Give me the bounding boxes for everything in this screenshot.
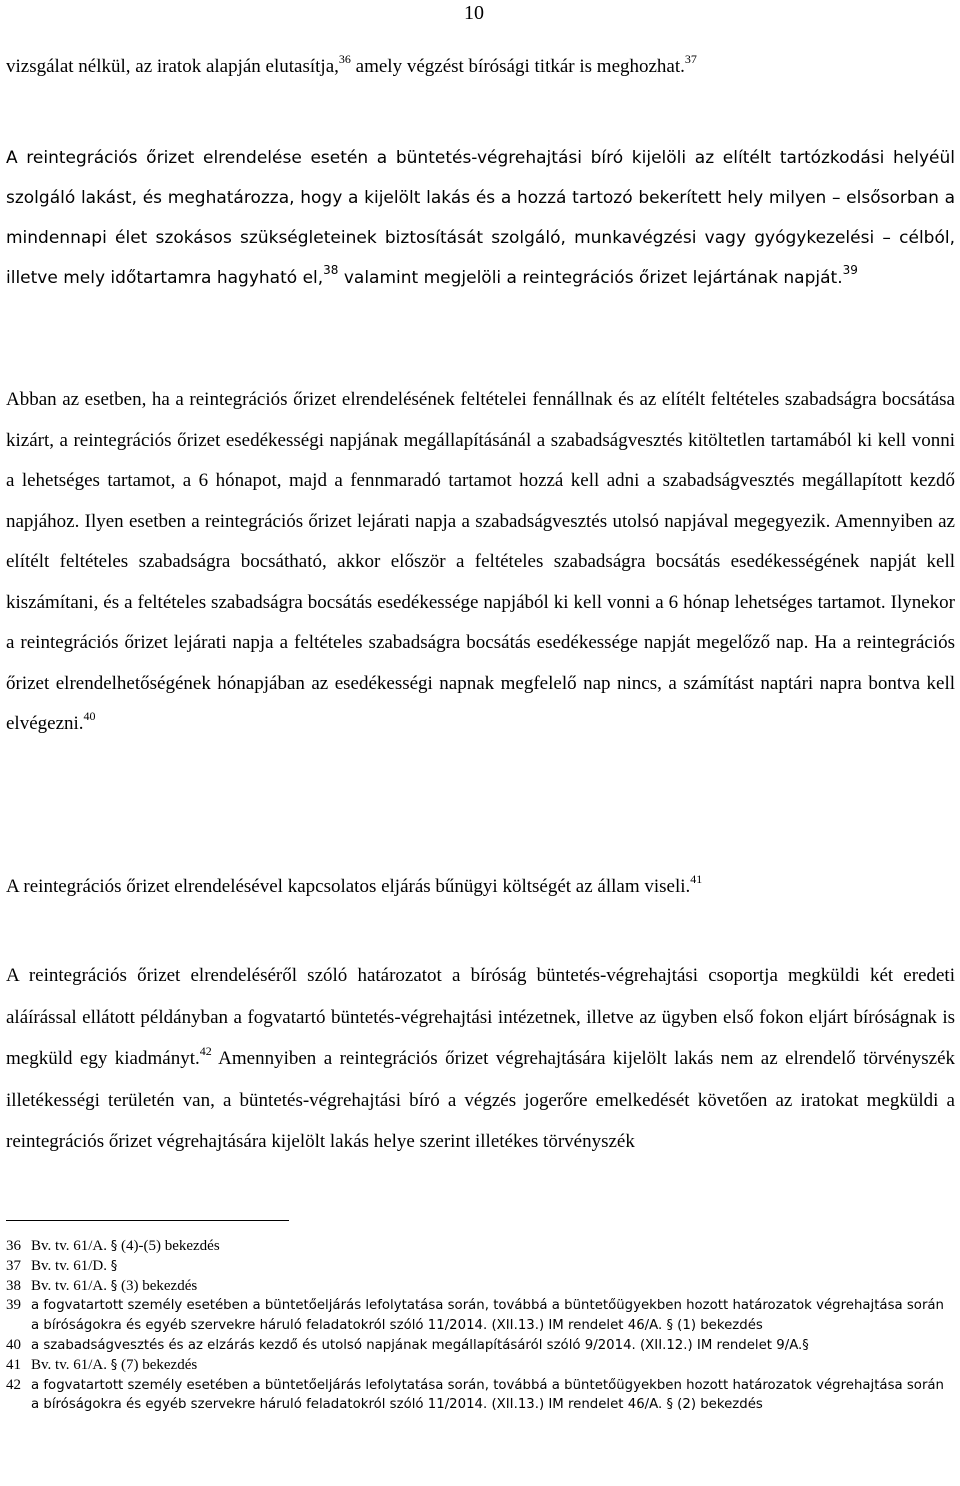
- page-number: 10: [464, 2, 484, 24]
- footnote-text: Bv. tv. 61/A.: [31, 1356, 111, 1373]
- paragraph-text: A reintegrációs őrizet elrendelése esetén a büntetés-végrehajtási bíró kijelöli az elítélt tartózkodási helyéül szolgáló lakást, és meghatározza, hogy a kijelölt lakás és a hozzá tartozó bekerített hely milyen – elsősorban a mindennapi élet szokásos szükségleteinek biztosítását szolgáló, munkavégzési vagy gyógykezelési – célból, illetve mely időtartamra hagyható el,: [6, 148, 955, 288]
- footnote-number: 40: [6, 1336, 21, 1353]
- paragraph-text: A reintegrációs őrizet elrendeléséről szóló határozatot a bíróság büntetés-végrehajtási csoportja megküldi két eredeti aláírással ellátott példányban a fogvatartó büntetés-végrehajtási intézetnek, illetve az ügyben első fokon eljárt bíróságnak is megküld egy kiadmányt.: [6, 965, 955, 1069]
- paragraph-calculation: [6, 380, 955, 745]
- footnote-item: [6, 1376, 956, 1416]
- footnote-text: a szabadságvesztés és az elzárás kezdő és utolsó napjának megállapításáról szóló 9/2014. (XII.12.) IM rendelet 9/A.: [31, 1337, 803, 1353]
- paragraph-delivery: [6, 955, 955, 1163]
- footnote-text: Bv. tv. 61/A.: [31, 1277, 111, 1294]
- footnote-ref[interactable]: 42: [199, 1043, 212, 1058]
- footnote-text: (4)-(5) bekezdés: [117, 1238, 220, 1254]
- paragraph-costs: [6, 872, 955, 902]
- section-symbol-icon: §: [110, 1239, 118, 1254]
- footnote-list: [6, 1237, 956, 1415]
- footnote-text: a fogvatartott személy esetében a büntetőeljárás lefolytatása során, továbbá a büntetőügyekben hozott határozatok végrehajtása során a bíróságokra és egyéb szervekre háruló feladatokról szóló 11/2014. (XII.13.) IM rendelet 46/A.: [31, 1377, 944, 1413]
- footnote-item: [6, 1277, 956, 1297]
- footnote-number: 42: [6, 1376, 21, 1393]
- footnote-item: [6, 1237, 956, 1257]
- footnote-text: Bv. tv. 61/A.: [31, 1238, 111, 1254]
- section-symbol-icon: §: [110, 1258, 118, 1274]
- paragraph-residence: [6, 138, 955, 298]
- paragraph-text: Amennyiben a reintegrációs őrizet végrehajtására kijelölt lakás nem az elrendelő törvényszék illetékességi területén van, a büntetés-végrehajtási bíró a végzés jogerőre emelkedését követően az iratokat megküldi a reintegrációs őrizet végrehajtására kijelölt lakás helye szerint illetékes törvényszék: [6, 1048, 956, 1152]
- footnote-number: 38: [6, 1277, 21, 1294]
- footnote-item: [6, 1296, 956, 1336]
- footnote-ref[interactable]: 41: [690, 871, 703, 886]
- section-symbol-icon: §: [802, 1337, 809, 1353]
- footnote-ref[interactable]: 37: [684, 51, 697, 66]
- footnote-number: 37: [6, 1257, 21, 1274]
- footnote-number: 41: [6, 1356, 21, 1373]
- paragraph-text: Abban az esetben, ha a reintegrációs őrizet elrendelésének feltételei fennállnak és az elítélt feltételes szabadságra bocsátása kizárt, a reintegrációs őrizet esedékességi napjának megállapításánál a szabadságvesztés kitöltetlen tartamából ki kell vonni a lehetséges tartamot, a 6 hónapot, majd a fennmaradó tartamot hozzá kell adni a szabadságvesztés megállapított kezdő napjához. Ilyen esetben a reintegrációs őrizet lejárati napja a szabadságvesztés utolsó napjával megegyezik. Amennyiben az elítélt feltételes szabadságra bocsátható, akkor először a feltételes szabadságra bocsátás esedékességének napját kell kiszámítani, és a feltételes szabadságra bocsátás esedékessége napjából ki kell vonni a 6 hónap lehetséges tartamot. Ilynekor a reintegrációs őrizet lejárati napja a feltételes szabadságra bocsátás esedékessége napját megelőző nap. Ha a reintegrációs őrizet elrendelhetőségének hónapjában az esedékességi napnak megfelelő nap nincs, a számítást naptári napra bontva kell elvégezni.: [6, 389, 955, 734]
- section-symbol-icon: §: [110, 1278, 118, 1294]
- paragraph-text: amely végzést bírósági titkár is meghozhat.: [350, 56, 685, 77]
- paragraph-text: A reintegrációs őrizet elrendelésével kapcsolatos eljárás bűnügyi költségét az állam viseli.: [6, 876, 691, 897]
- section-symbol-icon: §: [110, 1357, 118, 1373]
- footnote-text: (3) bekezdés: [117, 1277, 198, 1294]
- footnote-item: [6, 1257, 956, 1277]
- paragraph-continuation: [6, 52, 955, 82]
- footnote-number: 39: [6, 1297, 21, 1314]
- footnote-ref[interactable]: 40: [83, 708, 96, 723]
- footnote-ref[interactable]: 36: [338, 51, 351, 66]
- footnote-ref[interactable]: 38: [323, 263, 339, 278]
- paragraph-text: vizsgálat nélkül, az iratok alapján elutasítja,: [6, 56, 339, 77]
- paragraph-text: valamint megjelöli a reintegrációs őrizet lejártának napját.: [338, 268, 843, 288]
- footnote-text: Bv. tv. 61/D.: [31, 1257, 111, 1274]
- section-symbol-icon: §: [666, 1397, 673, 1413]
- footnote-number: 36: [6, 1238, 21, 1254]
- footnote-separator: [6, 1220, 289, 1221]
- footnote-text: (7) bekezdés: [117, 1356, 198, 1373]
- footnote-item: [6, 1336, 956, 1356]
- footnote-ref[interactable]: 39: [842, 263, 858, 278]
- footnote-text: (1) bekezdés: [672, 1318, 763, 1334]
- footnote-text: (2) bekezdés: [672, 1397, 763, 1413]
- section-symbol-icon: §: [666, 1318, 673, 1334]
- footnote-item: [6, 1356, 956, 1376]
- footnote-text: a fogvatartott személy esetében a büntetőeljárás lefolytatása során, továbbá a büntetőügyekben hozott határozatok végrehajtása során a bíróságokra és egyéb szervekre háruló feladatokról szóló 11/2014. (XII.13.) IM rendelet 46/A.: [31, 1298, 944, 1334]
